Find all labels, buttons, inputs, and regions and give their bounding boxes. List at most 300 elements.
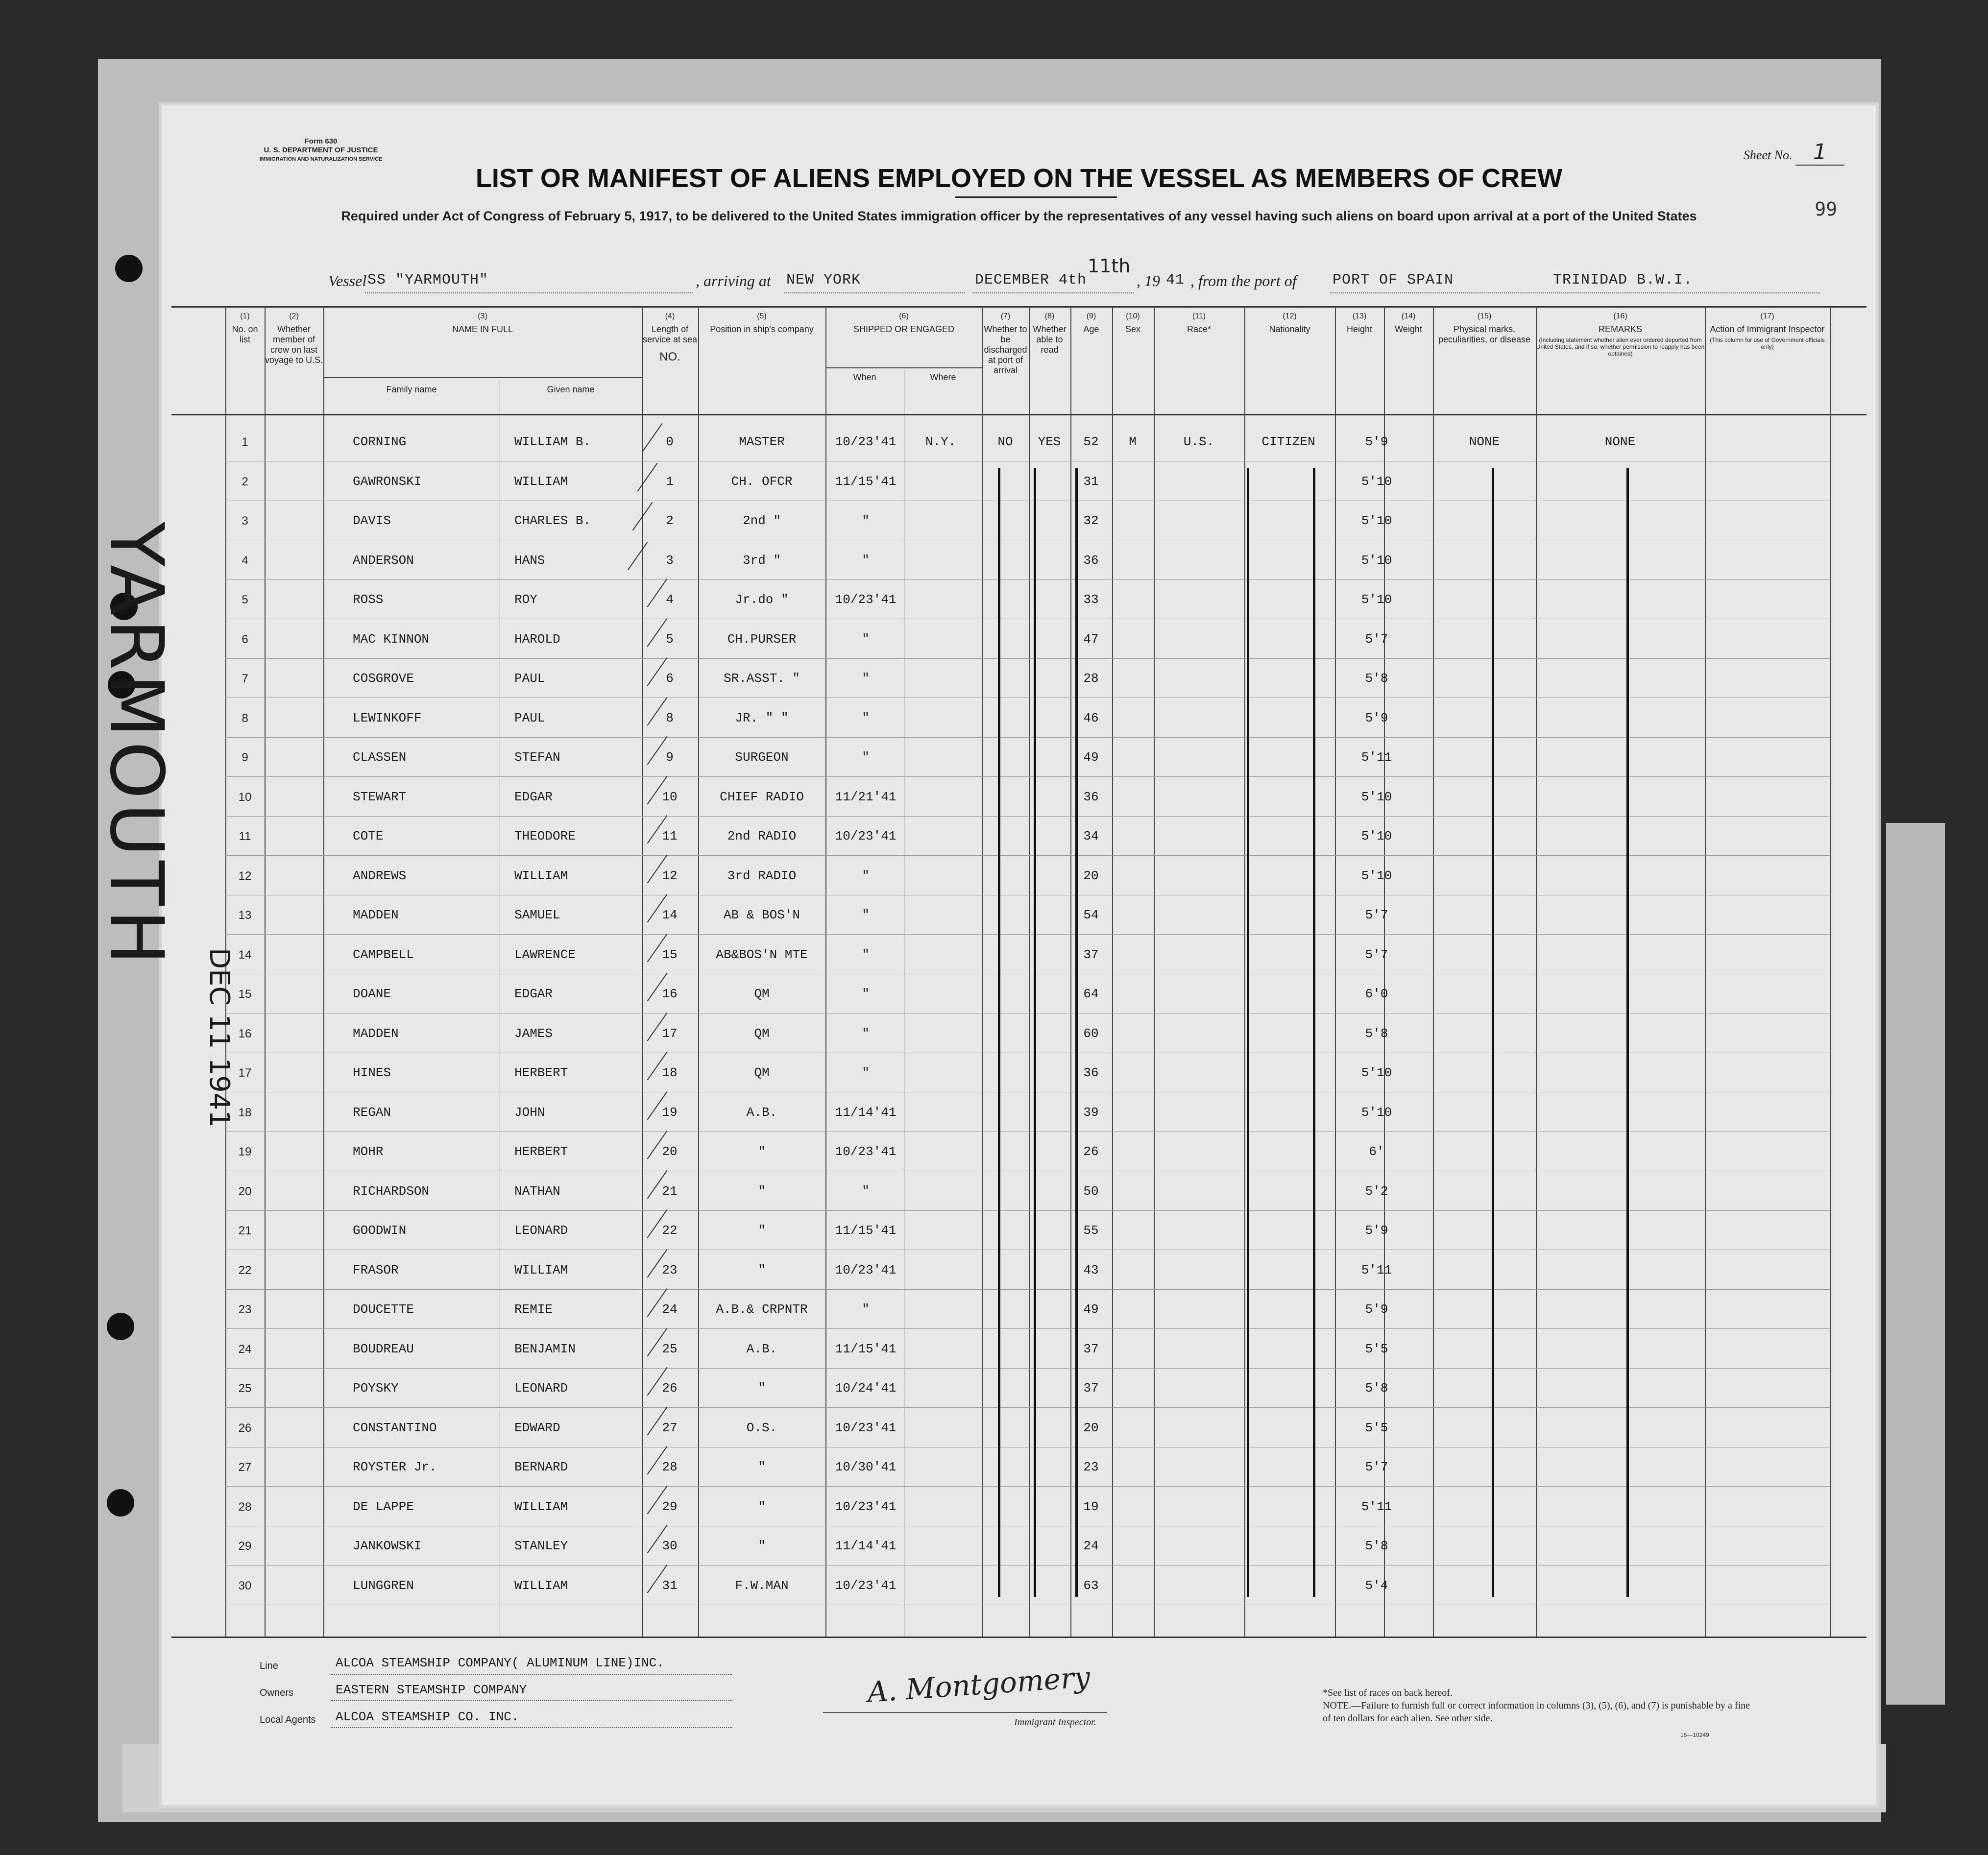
column-header <box>698 311 825 335</box>
given-name: THEODORE <box>514 829 576 843</box>
shipped-when: 11/15'41 <box>835 474 897 489</box>
column-divider <box>1536 306 1537 1637</box>
family-name: ROYSTER Jr. <box>353 1460 437 1474</box>
age: 36 <box>1083 553 1099 568</box>
age: 36 <box>1083 789 1099 804</box>
race: U.S. <box>1183 434 1214 449</box>
column-label: Weight <box>1395 324 1422 334</box>
row-number: 19 <box>238 1145 252 1158</box>
age: 37 <box>1083 1381 1099 1396</box>
height: 5'7 <box>1365 947 1388 962</box>
given-name: EDGAR <box>514 987 553 1001</box>
row-number: 3 <box>242 514 248 528</box>
age: 49 <box>1083 750 1099 765</box>
column-divider <box>1433 306 1434 1637</box>
column-divider <box>1244 306 1245 1637</box>
family-name: REGAN <box>353 1105 391 1120</box>
age: 28 <box>1083 671 1099 686</box>
column-label: Position in ship's company <box>710 324 814 334</box>
column-label: Physical marks, peculiarities, or disease <box>1438 324 1531 344</box>
ditto-line <box>1247 468 1249 1597</box>
height: 5'8 <box>1365 1381 1388 1396</box>
height: 5'7 <box>1365 908 1388 922</box>
family-name: CLASSEN <box>353 750 407 765</box>
column-number: (3) <box>478 312 487 320</box>
column-label: No. on list <box>232 324 258 344</box>
family-name: CONSTANTINO <box>353 1420 437 1435</box>
signature-caption: Immigrant Inspector. <box>1014 1717 1096 1728</box>
row-divider <box>225 816 1830 817</box>
position: " <box>758 1460 766 1474</box>
row-number: 5 <box>242 593 248 606</box>
shipped-when: " <box>862 671 870 686</box>
given-name: EDWARD <box>514 1420 560 1435</box>
column-note: (Including statement whether alien ever ordered deported from United States, and if so, whether permission to reapply has been obtained) <box>1536 337 1705 357</box>
shipped-where: N.Y. <box>925 434 956 449</box>
handwritten-ship-name: YARMOUTH <box>94 522 179 969</box>
family-name: CAMPBELL <box>353 947 414 962</box>
column-header <box>1335 311 1384 335</box>
row-number: 22 <box>238 1263 252 1277</box>
column-number: (9) <box>1086 312 1096 320</box>
column-divider <box>1112 306 1113 1637</box>
age: 33 <box>1083 592 1099 607</box>
row-number: 12 <box>238 869 252 883</box>
position: A.B.& CRPNTR <box>716 1302 808 1317</box>
row-divider <box>225 579 1830 580</box>
sheet-number-value: 1 <box>1795 140 1844 166</box>
row-number: 28 <box>238 1500 252 1514</box>
service-length: 2 <box>666 513 674 528</box>
family-name: GOODWIN <box>353 1223 407 1238</box>
given-name: LEONARD <box>514 1381 568 1396</box>
given-name: WILLIAM <box>514 474 568 489</box>
column-header <box>1154 311 1244 335</box>
check-mark <box>642 423 665 454</box>
height: 5'4 <box>1365 1578 1388 1593</box>
given-name: HAROLD <box>514 631 560 647</box>
given-name: WILLIAM <box>514 1578 568 1593</box>
shipped-when: 10/30'41 <box>835 1460 897 1474</box>
family-name: GAWRONSKI <box>353 474 422 489</box>
column-label: Whether able to read <box>1033 324 1067 355</box>
column-number: (14) <box>1401 312 1416 320</box>
column-header <box>1112 311 1154 335</box>
column-header <box>825 311 982 335</box>
column-number: (1) <box>240 312 250 320</box>
given-name: REMIE <box>514 1302 553 1317</box>
column-label: Race* <box>1187 324 1212 334</box>
row-number: 17 <box>238 1066 252 1080</box>
family-name: POYSKY <box>353 1381 399 1396</box>
family-name: COTE <box>353 829 384 843</box>
service-length: 24 <box>662 1302 678 1317</box>
service-length: 10 <box>662 789 678 804</box>
column-label: Whether to be discharged at port of arrival <box>984 324 1027 375</box>
row-number: 24 <box>238 1342 252 1356</box>
column-header <box>1536 311 1705 357</box>
ditto-line <box>1075 468 1078 1597</box>
position: 2nd RADIO <box>727 829 797 843</box>
departure-country: TRINIDAD B.W.I. <box>1553 272 1693 289</box>
position: AB&BOS'N MTE <box>716 947 808 962</box>
row-divider <box>225 776 1830 777</box>
service-length: 26 <box>662 1381 678 1396</box>
service-length: 22 <box>662 1223 678 1238</box>
family-name: MADDEN <box>353 908 399 922</box>
given-name: WILLIAM B. <box>514 434 591 449</box>
vessel-label: Vessel <box>328 272 367 289</box>
row-number: 2 <box>242 475 248 488</box>
shipped-when: 11/21'41 <box>835 789 897 804</box>
column-number: (5) <box>757 312 767 320</box>
penalty-note: NOTE.—Failure to furnish full or correct information in columns (3), (5), (6), and (7) is punishable by a fine of ten dollars for each alien. See other side. <box>1323 1700 1750 1724</box>
position: CHIEF RADIO <box>720 789 804 804</box>
family-name: CORNING <box>353 434 407 449</box>
able-to-read: YES <box>1038 434 1061 449</box>
form-number: Form 630 <box>304 137 338 145</box>
age: 46 <box>1083 710 1099 725</box>
shipped-when: 11/14'41 <box>835 1105 897 1120</box>
row-divider <box>225 1368 1830 1369</box>
position: A.B. <box>746 1105 777 1120</box>
department-name: U. S. DEPARTMENT OF JUSTICE <box>264 146 378 154</box>
service-length: 9 <box>666 750 674 765</box>
shipped-when: 11/14'41 <box>835 1539 897 1553</box>
shipped-when: 10/23'41 <box>835 1144 897 1159</box>
height: 5'10 <box>1361 474 1392 489</box>
height: 5'10 <box>1361 553 1392 568</box>
shipped-when: " <box>862 1183 870 1199</box>
nationality: CITIZEN <box>1261 434 1315 449</box>
height: 5'11 <box>1361 1499 1392 1514</box>
service-length: 4 <box>666 592 674 607</box>
position: CH.PURSER <box>727 631 797 647</box>
service-length: 12 <box>662 868 678 883</box>
column-divider <box>1029 306 1030 1637</box>
owners-value: EASTERN STEAMSHIP COMPANY <box>336 1683 527 1697</box>
height: 6' <box>1369 1144 1384 1159</box>
age: 26 <box>1083 1144 1099 1159</box>
agents-value: ALCOA STEAMSHIP CO. INC. <box>336 1710 519 1724</box>
given-name: BERNARD <box>514 1460 568 1474</box>
row-divider <box>225 658 1830 659</box>
shipped-when: 10/24'41 <box>835 1381 897 1396</box>
column-header <box>323 311 642 335</box>
sex: M <box>1129 434 1137 449</box>
given-name: WILLIAM <box>514 1499 568 1514</box>
shipped-when: " <box>862 987 870 1001</box>
age: 55 <box>1083 1223 1099 1238</box>
position: Jr.do " <box>735 592 789 607</box>
manifest-sheet <box>94 105 1876 1805</box>
owners-label: Owners <box>260 1687 293 1698</box>
given-name: STEFAN <box>514 750 560 765</box>
age: 39 <box>1083 1105 1099 1120</box>
service-length: 11 <box>662 829 678 843</box>
row-number: 13 <box>238 909 252 922</box>
row-divider <box>225 1210 1830 1211</box>
race-note: *See list of races on back hereof. <box>1323 1687 1453 1698</box>
height: 5'2 <box>1365 1183 1388 1199</box>
column-divider <box>642 306 643 1637</box>
age: 24 <box>1083 1539 1099 1553</box>
family-name: MADDEN <box>353 1026 399 1041</box>
age: 31 <box>1083 474 1099 489</box>
ditto-line <box>998 468 1000 1597</box>
column-divider <box>698 306 699 1637</box>
ditto-line <box>1492 468 1494 1597</box>
shipped-when: " <box>862 631 870 647</box>
given-name: WILLIAM <box>514 868 568 883</box>
physical-marks: NONE <box>1469 434 1500 449</box>
row-number: 10 <box>238 790 252 804</box>
age: 60 <box>1083 1026 1099 1041</box>
row-number: 25 <box>238 1382 252 1395</box>
given-name: LEONARD <box>514 1223 568 1238</box>
service-length: 16 <box>662 987 678 1001</box>
row-divider <box>225 1289 1830 1290</box>
family-name: JANKOWSKI <box>353 1539 422 1553</box>
position: SURGEON <box>735 750 789 765</box>
shipped-when: " <box>862 710 870 725</box>
discharged: NO <box>997 434 1013 449</box>
given-name: HERBERT <box>514 1144 568 1159</box>
service-length: 21 <box>662 1183 678 1199</box>
form-identifier <box>242 137 399 164</box>
family-name: HINES <box>353 1065 391 1080</box>
height: 5'9 <box>1365 434 1388 449</box>
row-divider <box>225 934 1830 935</box>
sheet-number-label: Sheet No. <box>1743 148 1793 162</box>
family-name: RICHARDSON <box>353 1183 430 1199</box>
height: 5'8 <box>1365 1539 1388 1553</box>
column-number: (7) <box>1000 312 1011 320</box>
column-number: (15) <box>1477 312 1492 320</box>
check-mark <box>632 502 655 532</box>
given-name: NATHAN <box>514 1183 560 1199</box>
column-number: (17) <box>1760 312 1774 320</box>
height: 5'7 <box>1365 631 1388 647</box>
column-divider <box>265 306 266 1637</box>
given-name: EDGAR <box>514 789 553 804</box>
column-subheader: Family name <box>386 385 437 394</box>
given-name: CHARLES B. <box>514 513 591 528</box>
age: 23 <box>1083 1460 1099 1474</box>
family-name: LEWINKOFF <box>353 710 422 725</box>
height: 5'10 <box>1361 829 1392 843</box>
height: 5'9 <box>1365 1302 1388 1317</box>
age: 50 <box>1083 1183 1099 1199</box>
age: 32 <box>1083 513 1099 528</box>
given-name: SAMUEL <box>514 908 560 922</box>
binder-hole <box>107 1489 134 1517</box>
family-name: MOHR <box>353 1144 384 1159</box>
shipped-when: 10/23'41 <box>835 1420 897 1435</box>
row-number: 27 <box>238 1461 252 1474</box>
service-length: 25 <box>662 1341 678 1356</box>
column-header <box>265 311 323 365</box>
row-divider <box>225 1486 1830 1487</box>
column-label: Sex <box>1125 324 1141 334</box>
height: 5'10 <box>1361 868 1392 883</box>
column-divider <box>825 306 826 1637</box>
service-length: 30 <box>662 1539 678 1553</box>
service-length: 27 <box>662 1420 678 1435</box>
sheet-number <box>1744 140 1844 166</box>
height: 5'11 <box>1361 750 1392 765</box>
column-label: Height <box>1346 324 1373 334</box>
header-divider <box>323 377 642 378</box>
column-label: NAME IN FULL <box>452 324 513 334</box>
position: QM <box>754 1065 770 1080</box>
position: 2nd " <box>742 513 781 528</box>
row-number: 1 <box>242 435 248 449</box>
column-header <box>642 311 698 362</box>
position: A.B. <box>746 1341 777 1356</box>
shipped-when: " <box>862 553 870 568</box>
column-header <box>1029 311 1070 355</box>
header-bottom-rule <box>171 414 1867 415</box>
row-number: 29 <box>238 1540 252 1553</box>
row-divider <box>225 737 1830 738</box>
age: 63 <box>1083 1578 1099 1593</box>
height: 5'10 <box>1361 1105 1392 1120</box>
height: 5'9 <box>1365 710 1388 725</box>
column-label: Action of Immigrant Inspector <box>1710 324 1825 334</box>
service-length: 14 <box>662 908 678 922</box>
family-name: DOANE <box>353 987 391 1001</box>
form-code: 16—10249 <box>1680 1732 1709 1738</box>
position: " <box>758 1539 766 1553</box>
vessel-name: SS "YARMOUTH" <box>367 272 489 289</box>
check-mark <box>628 542 651 572</box>
row-divider <box>225 855 1830 856</box>
position: " <box>758 1144 766 1159</box>
column-number: (2) <box>289 312 299 320</box>
arriving-label: , arriving at <box>696 272 771 289</box>
column-number: (11) <box>1192 312 1206 320</box>
height: 5'7 <box>1365 1460 1388 1474</box>
arrival-port: NEW YORK <box>786 272 861 289</box>
position: " <box>758 1262 766 1277</box>
row-divider <box>225 1328 1830 1329</box>
column-label: Length of service at sea <box>642 324 698 344</box>
row-number: 14 <box>238 948 252 962</box>
underlying-sheet-right <box>1886 823 1945 1705</box>
height: 5'8 <box>1365 671 1388 686</box>
column-header <box>1384 311 1433 335</box>
position: QM <box>754 987 770 1001</box>
column-header <box>1244 311 1335 335</box>
position: 3rd " <box>742 553 781 568</box>
height: 5'9 <box>1365 1223 1388 1238</box>
position: F.W.MAN <box>735 1578 789 1593</box>
age: 19 <box>1083 1499 1099 1514</box>
given-name: WILLIAM <box>514 1262 568 1277</box>
column-subheader: Given name <box>547 385 595 394</box>
shipped-when: " <box>862 1302 870 1317</box>
column-divider <box>1384 306 1385 1637</box>
column-subheader: When <box>853 372 876 382</box>
ditto-line <box>1034 468 1036 1597</box>
arrival-date-handwritten: 11th <box>1088 255 1131 277</box>
row-number: 11 <box>239 830 251 843</box>
family-name: DAVIS <box>353 513 391 528</box>
shipped-when: 10/23'41 <box>835 829 897 843</box>
column-divider <box>323 306 324 1637</box>
column-divider <box>982 306 983 1637</box>
shipped-when: " <box>862 908 870 922</box>
column-header <box>1433 311 1536 345</box>
height: 5'8 <box>1365 1026 1388 1041</box>
column-number: (8) <box>1044 312 1055 320</box>
row-number: 23 <box>238 1303 252 1316</box>
service-length: 23 <box>662 1262 678 1277</box>
shipped-when: " <box>862 1065 870 1080</box>
age: 47 <box>1083 631 1099 647</box>
shipped-when: " <box>862 868 870 883</box>
family-name: ANDREWS <box>353 868 407 883</box>
service-length: 19 <box>662 1105 678 1120</box>
column-number: (12) <box>1283 312 1297 320</box>
position: " <box>758 1223 766 1238</box>
position: " <box>758 1499 766 1514</box>
shipped-when: 10/23'41 <box>835 1499 897 1514</box>
height: 5'10 <box>1361 592 1392 607</box>
binder-hole <box>115 255 143 282</box>
row-number: 7 <box>242 672 248 685</box>
column-divider <box>1335 306 1336 1637</box>
column-label: Whether member of crew on last voyage to U.S. <box>265 324 323 365</box>
family-name: COSGROVE <box>353 671 414 686</box>
column-extra: NO. <box>659 350 680 363</box>
family-name: STEWART <box>353 789 407 804</box>
column-divider <box>1705 306 1706 1637</box>
column-header <box>1705 311 1830 350</box>
shipped-when: 10/23'41 <box>835 592 897 607</box>
table-bottom-rule <box>171 1637 1867 1638</box>
age: 20 <box>1083 1420 1099 1435</box>
position: JR. " " <box>735 710 789 725</box>
column-label: Age <box>1083 324 1099 334</box>
ditto-line <box>1313 468 1315 1597</box>
column-label: REMARKS <box>1598 324 1642 334</box>
page-title: LIST OR MANIFEST OF ALIENS EMPLOYED ON THE VESSEL AS MEMBERS OF CREW <box>475 164 1563 193</box>
given-name: ROY <box>514 592 537 607</box>
service-length: 20 <box>662 1144 678 1159</box>
service-length: 1 <box>666 474 674 489</box>
height: 5'10 <box>1361 513 1392 528</box>
service-length: 0 <box>666 434 674 449</box>
service-length: 31 <box>662 1578 678 1593</box>
row-number: 4 <box>242 554 248 567</box>
column-header <box>982 311 1029 376</box>
row-number: 15 <box>238 988 252 1001</box>
column-subheader: Where <box>930 372 956 382</box>
age: 37 <box>1083 1341 1099 1356</box>
line-label: Line <box>260 1661 278 1671</box>
column-divider <box>1830 306 1831 1637</box>
age: 64 <box>1083 987 1099 1001</box>
service-length: 3 <box>666 553 674 568</box>
ditto-line <box>1626 468 1629 1597</box>
shipped-when: 11/15'41 <box>835 1223 897 1238</box>
family-name: DE LAPPE <box>353 1499 414 1514</box>
age: 52 <box>1083 434 1099 449</box>
column-label: SHIPPED OR ENGAGED <box>853 324 955 334</box>
row-number: 20 <box>238 1184 252 1198</box>
